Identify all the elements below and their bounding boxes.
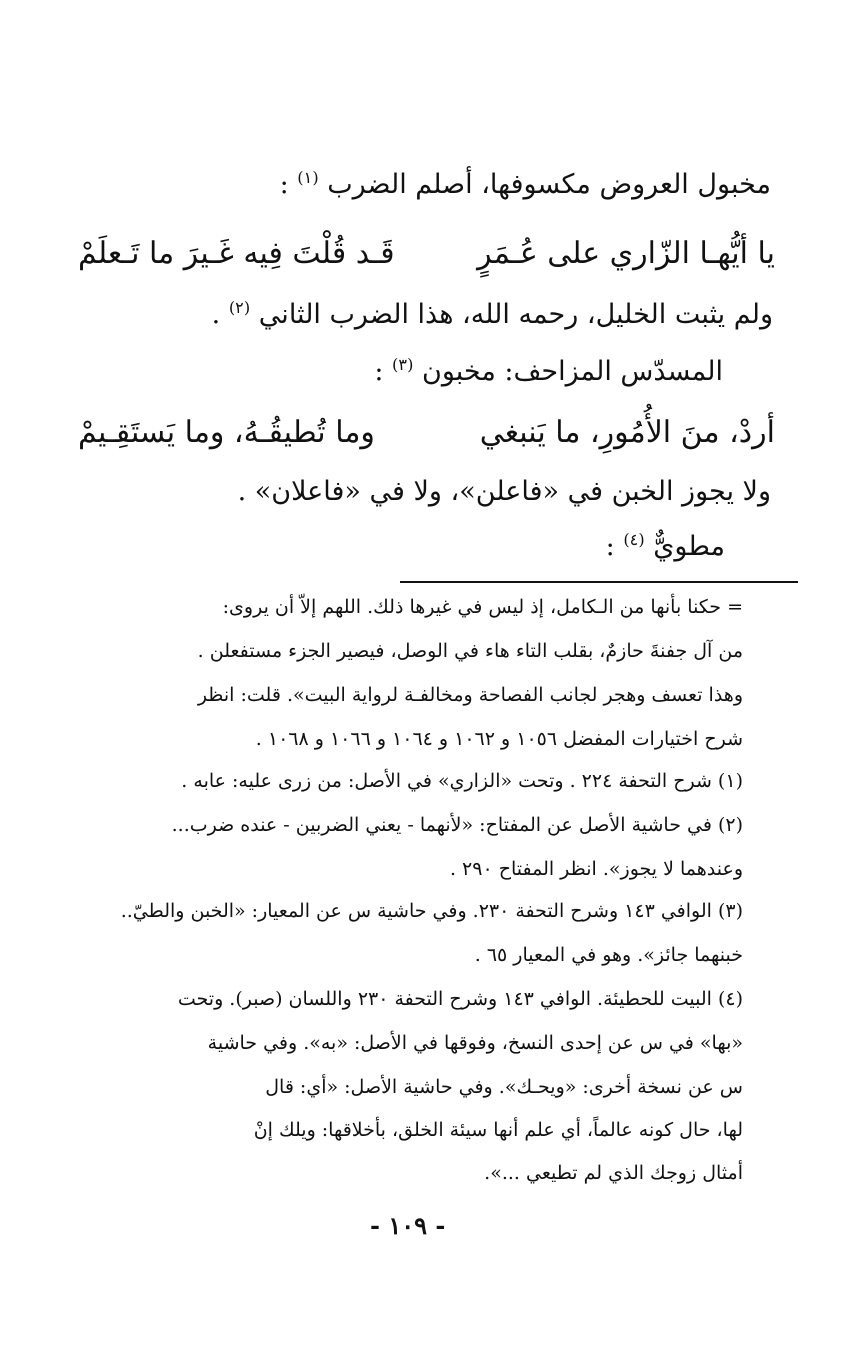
verse [78,415,775,450]
footnote-line: أمثال زوجك الذي لم تطيعي ...». [484,1162,743,1184]
footnote-2: (٢) في حاشية الأصل عن المفتاح: «لأنهما - يعني الضربين - عنده ضرب... [171,814,743,836]
footnote-4: (٤) البيت للحطيئة. الوافي ١٤٣ وشرح التحفة ٢٣٠ واللسان (صبر). وتحت [177,988,743,1010]
footnote-line: = حكنا بأنها من الـكامل، إذ ليس في غيرها ذلك. اللهم إلاّ أن يروى: [222,596,743,618]
footnote-divider [400,581,798,583]
body-line: مطويٌّ $^{(٤)}$ : [605,530,725,562]
footnote-line: «بها» في س عن إحدى النسخ، وفوقها في الأصل: «به». وفي حاشية [207,1032,743,1054]
footnote-ref: (٣) [392,355,414,374]
footnote-3: (٣) الوافي ١٤٣ وشرح التحفة ٢٣٠. وفي حاشية س عن المعيار: «الخبن والطيّ.. [120,900,743,922]
footnote-ref: (٤) [623,530,645,549]
body-line: ولا يجوز الخبن في «فاعلن»، ولا في «فاعلان» . [237,476,771,507]
footnote-line: خبنهما جائز». وهو في المعيار ٦٥ . [474,944,743,966]
body-line: مخبول العروض مكسوفها، أصلم الضرب $^{(١)}$ : [279,168,771,200]
body-line: المسدّس المزاحف: مخبون $^{(٣)}$ : [374,355,723,387]
footnote-ref: (١) [297,168,319,187]
footnote-1: (١) شرح التحفة ٢٢٤ . وتحت «الزاري» في الأصل: من زرى عليه: عابه . [181,770,743,792]
footnote-line: لها، حال كونه عالماً، أي علم أنها سيئة الخلق، بأخلاقها: ويلك إنْ [253,1119,743,1141]
verse-second-hemistich: قَـد قُلْتَ فِيه غَـيرَ ما تَـعلَمْ [78,236,395,271]
verse-first-hemistich: أردْ، منَ الأُمُورِ، ما يَنبغي [479,415,775,450]
verse-second-hemistich: وما تُطيقُـهُ، وما يَستَقِـيمْ [78,415,375,450]
footnote-line: س عن نسخة أخرى: «ويحـك». وفي حاشية الأصل: «أي: قال [265,1076,743,1098]
page-number: - ١٠٩ - [370,1211,446,1240]
verse-first-hemistich: يا أيُّهـا الزّاري على عُـمَرٍ [477,236,775,271]
footnote-line: شرح اختيارات المفضل ١٠٥٦ و ١٠٦٢ و ١٠٦٤ و ١٠٦٦ و ١٠٦٨ . [255,728,743,750]
body-line: ولم يثبت الخليل، رحمه الله، هذا الضرب الثاني $^{(٢)}$ . [211,298,773,330]
footnote-line: من آل جفنةَ حازمٌ، بقلب التاء هاء في الوصل، فيصير الجزء مستفعلن . [197,640,743,662]
footnote-line: وعندهما لا يجوز». انظر المفتاح ٢٩٠ . [449,858,743,880]
footnote-line: وهذا تعسف وهجر لجانب الفصاحة ومخالفـة لرواية البيت». قلت: انظر [197,684,743,706]
verse [78,236,775,271]
footnote-ref: (٢) [228,298,251,317]
